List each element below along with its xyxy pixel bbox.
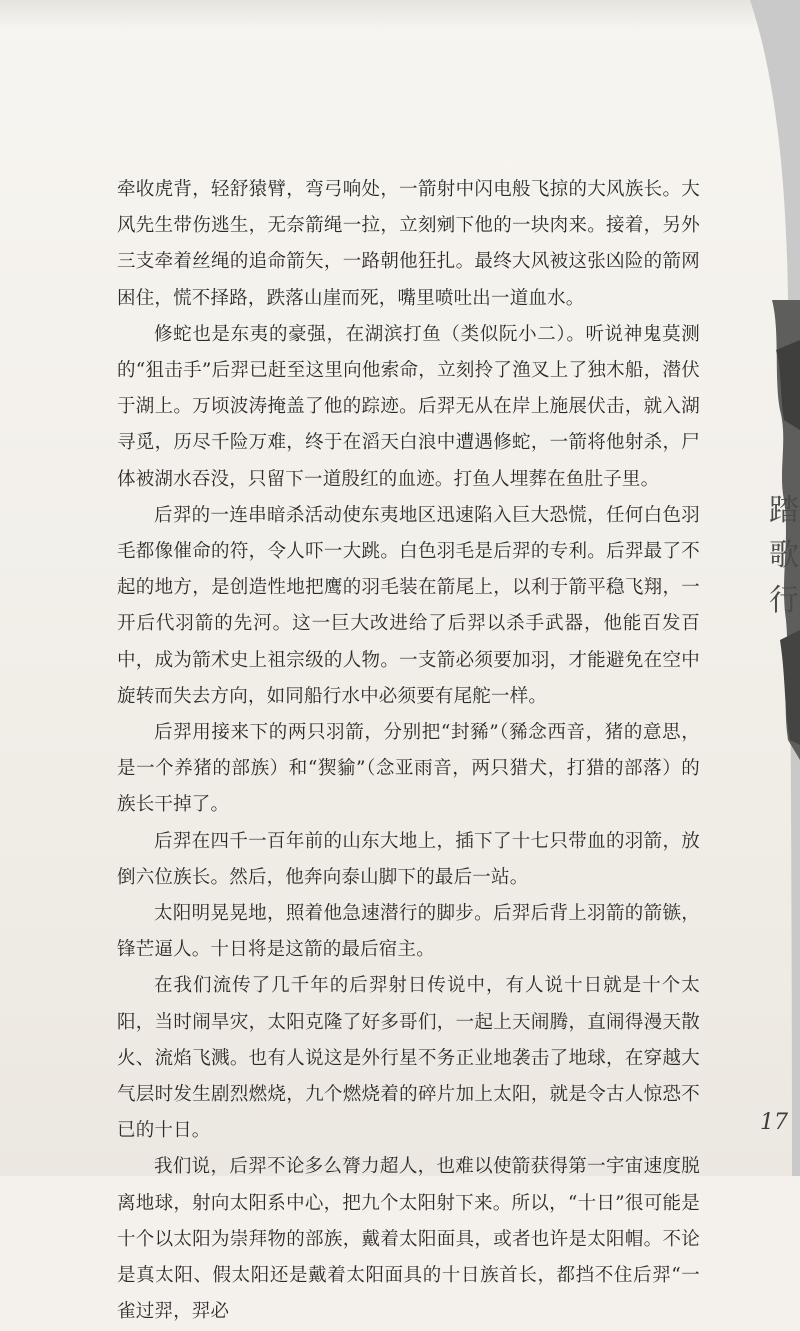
facing-page-edge <box>710 0 800 1176</box>
paragraph: 我们说，后羿不论多么膂力超人，也难以使箭获得第一宇宙速度脱离地球，射向太阳系中心，把九个太阳射下来。所以，“十日”很可能是十个以太阳为崇拜物的部族，戴着太阳面具，或者也许是太阳帽。不论是真太阳、假太阳还是戴着太阳面具的十日族首长，都挡不住后羿“一雀过羿，羿必 <box>117 1156 700 1323</box>
paragraph: 太阳明晃晃地，照着他急速潜行的脚步。后羿后背上羽箭的箭镞，锋芒逼人。十日将是这箭的最后宿主。 <box>117 903 700 961</box>
paragraph: 牵收虎背，轻舒猿臂，弯弓响处，一箭射中闪电般飞掠的大风族长。大风先生带伤逃生，无奈箭绳一拉，立刻剜下他的一块肉来。接着，另外三支牵着丝绳的追命箭矢，一路朝他狂扎。最终大风被这张凶险的箭网困住，慌不择路，跌落山崖而死，嘴里喷吐出一道血水。 <box>117 179 700 309</box>
page-number: 17 <box>760 1110 788 1135</box>
paragraph: 后羿用接来下的两只羽箭，分别把“封豨”（豨念西音，猪的意思，是一个养猪的部族）和“猰貐”（念亚雨音，两只猎犬，打猎的部落）的族长干掉了。 <box>117 722 700 816</box>
top-shadow <box>0 0 800 30</box>
side-glyph: 踏 <box>769 493 799 528</box>
body-text <box>117 172 700 1331</box>
side-glyph: 歌 <box>769 538 799 573</box>
paragraph: 后羿的一连串暗杀活动使东夷地区迅速陷入巨大恐慌，任何白色羽毛都像催命的符，令人吓一大跳。白色羽毛是后羿的专利。后羿最了不起的地方，是创造性地把鹰的羽毛装在箭尾上，以利于箭平稳飞翔，一开后代羽箭的先河。这一巨大改进给了后羿以杀手武器，他能百发百中，成为箭术史上祖宗级的人物。一支箭必须要加羽，才能避免在空中旋转而失去方向，如同船行水中必须要有尾舵一样。 <box>117 504 700 707</box>
paragraph: 后羿在四千一百年前的山东大地上，插下了十七只带血的羽箭，放倒六位族长。然后，他奔向泰山脚下的最后一站。 <box>117 830 700 888</box>
paragraph: 修蛇也是东夷的豪强，在湖滨打鱼（类似阮小二）。听说神鬼莫测的“狙击手”后羿已赶至这里向他索命，立刻拎了渔叉上了独木船，潜伏于湖上。万顷波涛掩盖了他的踪迹。后羿无从在岸上施展伏击，就入湖寻觅，历尽千险万难，终于在滔天白浪中遭遇修蛇，一箭将他射杀，尸体被湖水吞没，只留下一道殷红的血迹。打鱼人埋葬在鱼肚子里。 <box>117 323 700 490</box>
side-glyph: 行 <box>769 583 799 618</box>
paragraph: 在我们流传了几千年的后羿射日传说中，有人说十日就是十个太阳，当时闹旱灾，太阳克隆了好多哥们，一起上天闹腾，直闹得漫天散火、流焰飞溅。也有人说这是外行星不务正业地袭击了地球，在穿越大气层时发生剧烈燃烧，九个燃烧着的碎片加上太阳，就是令古人惊恐不已的十日。 <box>117 975 700 1142</box>
